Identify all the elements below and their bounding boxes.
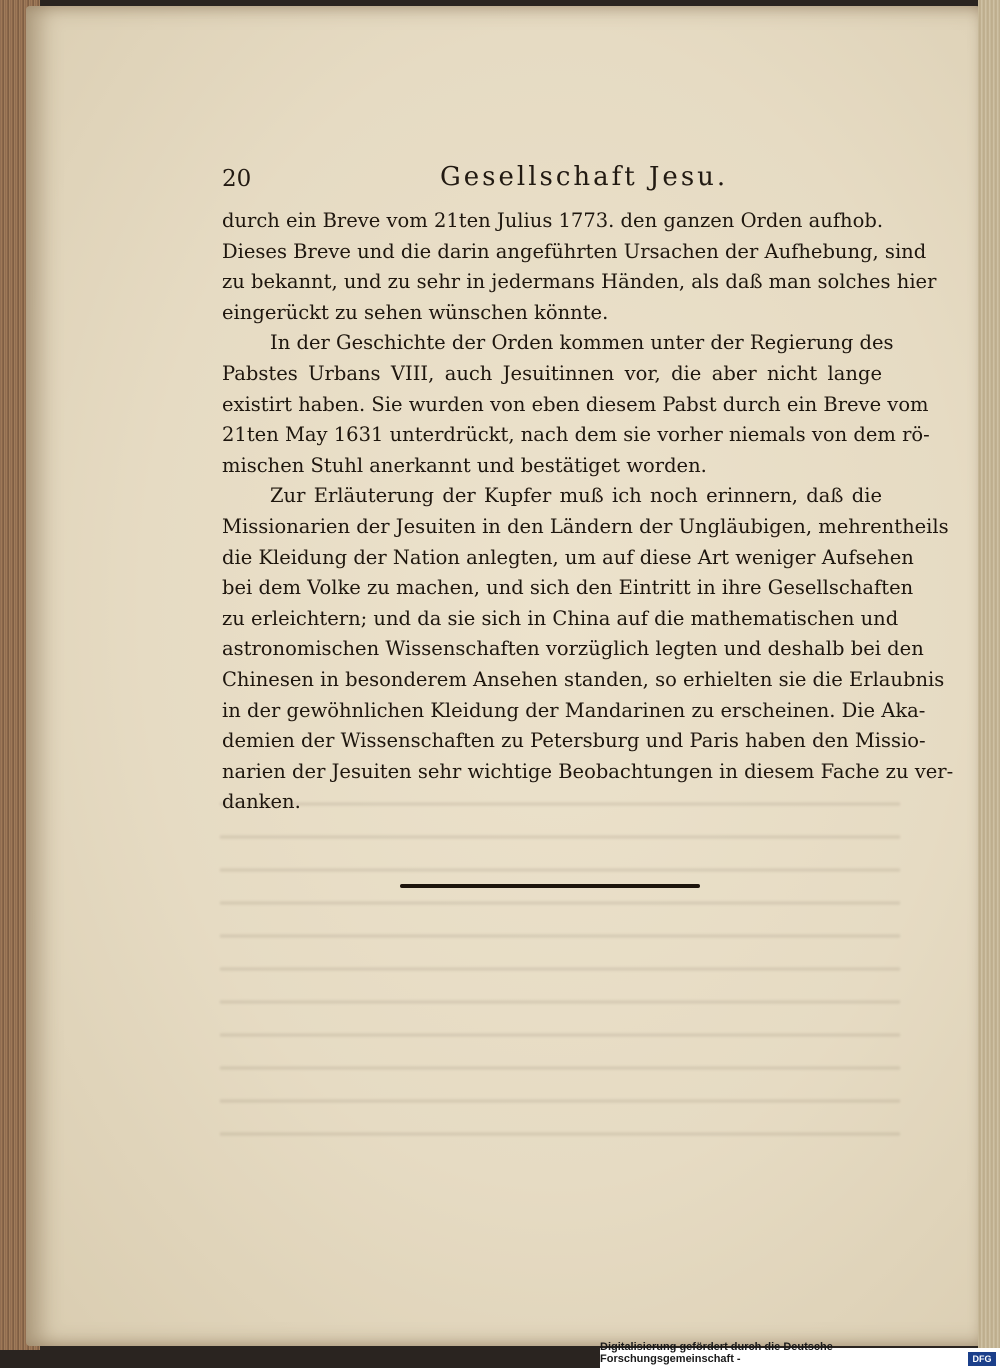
text-line: Missionarien der Jesuiten in den Ländern der Ungläubigen, mehrentheils — [222, 514, 949, 538]
text-line: In der Geschichte der Orden kommen unter der Regierung des — [270, 331, 894, 355]
text-line: die Kleidung der Nation anlegten, um auf diese Art weniger Aufsehen — [222, 545, 914, 569]
footer-bar — [600, 1341, 1000, 1368]
body-text — [222, 206, 954, 818]
text-line: Pabstes Urbans VIII, auch Jesuitinnen vor, die aber nicht lange — [222, 361, 882, 385]
show-through-text — [220, 780, 900, 1140]
text-line: zu bekannt, und zu sehr in jedermans Händen, als daß man solches hier — [222, 270, 937, 294]
page-header — [222, 162, 882, 202]
text-line: danken. — [222, 790, 301, 814]
text-line: zu erleichtern; und da sie sich in China auf die mathematischen und — [222, 606, 899, 630]
text-line: 21ten May 1631 unterdrückt, nach dem sie vorher niemals von dem rö- — [222, 423, 930, 447]
text-line: existirt haben. Sie wurden von eben diesem Pabst durch ein Breve vom — [222, 392, 929, 416]
page-fore-edge — [978, 0, 1000, 1350]
text-line: narien der Jesuiten sehr wichtige Beobachtungen in diesem Fache zu ver- — [222, 759, 954, 783]
text-line: Chinesen in besonderem Ansehen standen, so erhielten sie die Erlaubnis — [222, 667, 945, 691]
dfg-logo-icon: DFG — [968, 1352, 996, 1366]
text-line: demien der Wissenschaften zu Petersburg und Paris haben den Missio- — [222, 729, 926, 753]
text-line: Dieses Breve und die darin angeführten Ursachen der Aufhebung, sind — [222, 239, 927, 263]
text-line: eingerückt zu sehen wünschen könnte. — [222, 300, 609, 324]
text-line: bei dem Volke zu machen, und sich den Eintritt in ihre Gesellschaften — [222, 576, 914, 600]
running-title: Gesellschaft Jesu. — [440, 162, 729, 192]
page-number: 20 — [222, 166, 252, 192]
closing-rule — [400, 884, 700, 888]
digitization-credit: Digitalisierung gefördert durch die Deutsche Forschungsgemeinschaft - — [600, 1341, 833, 1365]
text-line: Zur Erläuterung der Kupfer muß ich noch erinnern, daß die — [270, 484, 882, 508]
text-line: in der gewöhnlichen Kleidung der Mandarinen zu erscheinen. Die Aka- — [222, 698, 926, 722]
text-line: astronomischen Wissenschaften vorzüglich legten und deshalb bei den — [222, 637, 924, 661]
text-line: durch ein Breve vom 21ten Julius 1773. den ganzen Orden aufhob. — [222, 209, 884, 232]
text-line: mischen Stuhl anerkannt und bestätiget worden. — [222, 453, 707, 477]
